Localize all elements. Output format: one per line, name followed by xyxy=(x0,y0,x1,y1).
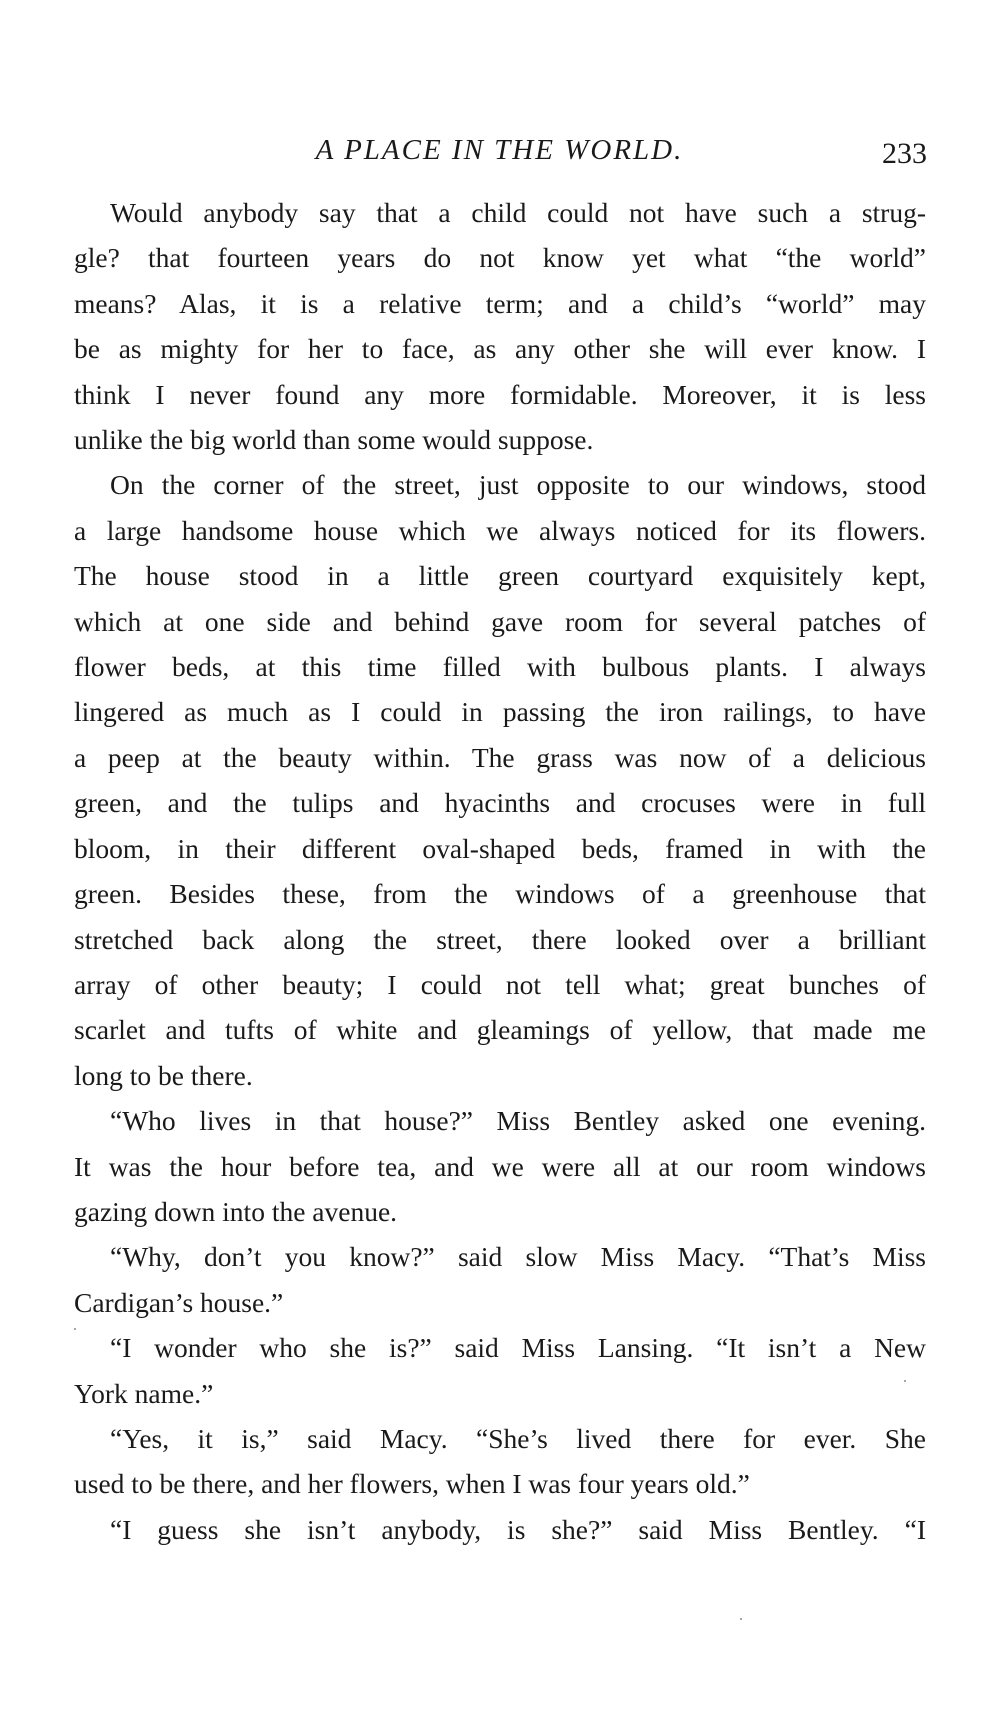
paragraph xyxy=(74,462,926,1098)
text-line: think I never found any more formidable. Moreover, it is less xyxy=(74,378,926,410)
page-number: 233 xyxy=(882,137,927,170)
text-line: array of other beauty; I could not tell what; great bunches of xyxy=(74,968,926,1000)
text-line: “Yes, it is,” said Macy. “She’s lived there for ever. She xyxy=(110,1422,926,1454)
text-line: gle? that fourteen years do not know yet what “the world” xyxy=(74,242,926,274)
text-line: lingered as much as I could in passing the iron railings, to have xyxy=(74,696,926,728)
text-line: “I guess she isn’t anybody, is she?” said Miss Bentley. “I xyxy=(110,1513,926,1545)
text-line: York name.” xyxy=(74,1377,214,1409)
text-line: gazing down into the avenue. xyxy=(74,1195,398,1227)
text-line: green. Besides these, from the windows of a greenhouse that xyxy=(74,878,926,910)
text-line: It was the hour before tea, and we were all at our room windows xyxy=(74,1150,926,1182)
scan-speck xyxy=(740,1618,742,1620)
body-text xyxy=(74,190,926,1552)
text-line: used to be there, and her flowers, when I was four years old.” xyxy=(74,1468,750,1500)
text-line: “I wonder who she is?” said Miss Lansing. “It isn’t a New xyxy=(110,1332,926,1364)
scan-speck xyxy=(904,1380,906,1382)
paragraph xyxy=(74,1325,926,1416)
text-line: means? Alas, it is a relative term; and a child’s “world” may xyxy=(74,287,926,319)
text-line: flower beds, at this time filled with bulbous plants. I always xyxy=(74,651,926,683)
paragraph xyxy=(74,1507,926,1552)
text-line: “Who lives in that house?” Miss Bentley asked one evening. xyxy=(110,1105,926,1137)
text-line: Cardigan’s house.” xyxy=(74,1286,284,1318)
text-line: which at one side and behind gave room for several patches of xyxy=(74,605,926,637)
text-line: long to be there. xyxy=(74,1059,253,1091)
text-line: The house stood in a little green courtyard exquisitely kept, xyxy=(74,560,926,592)
text-line: be as mighty for her to face, as any other she will ever know. I xyxy=(74,333,926,365)
text-line: scarlet and tufts of white and gleamings of yellow, that made me xyxy=(74,1014,926,1046)
text-line: Would anybody say that a child could not have such a strug- xyxy=(110,197,926,228)
text-line: stretched back along the street, there looked over a brilliant xyxy=(74,923,926,955)
text-line: unlike the big world than some would suppose. xyxy=(74,424,594,456)
page-header xyxy=(72,130,927,170)
paragraph xyxy=(74,1098,926,1234)
text-line: green, and the tulips and hyacinths and crocuses were in full xyxy=(74,787,926,819)
paragraph xyxy=(74,1416,926,1507)
running-title: A PLACE IN THE WORLD. xyxy=(315,134,684,166)
paragraph xyxy=(74,190,926,462)
text-line: bloom, in their different oval-shaped beds, framed in with the xyxy=(74,832,926,864)
text-line: “Why, don’t you know?” said slow Miss Macy. “That’s Miss xyxy=(110,1241,926,1273)
text-line: On the corner of the street, just opposite to our windows, stood xyxy=(110,469,926,501)
text-line: a peep at the beauty within. The grass was now of a delicious xyxy=(74,741,926,773)
scan-speck xyxy=(74,1328,76,1330)
paragraph xyxy=(74,1234,926,1325)
text-line: a large handsome house which we always noticed for its flowers. xyxy=(74,514,926,546)
